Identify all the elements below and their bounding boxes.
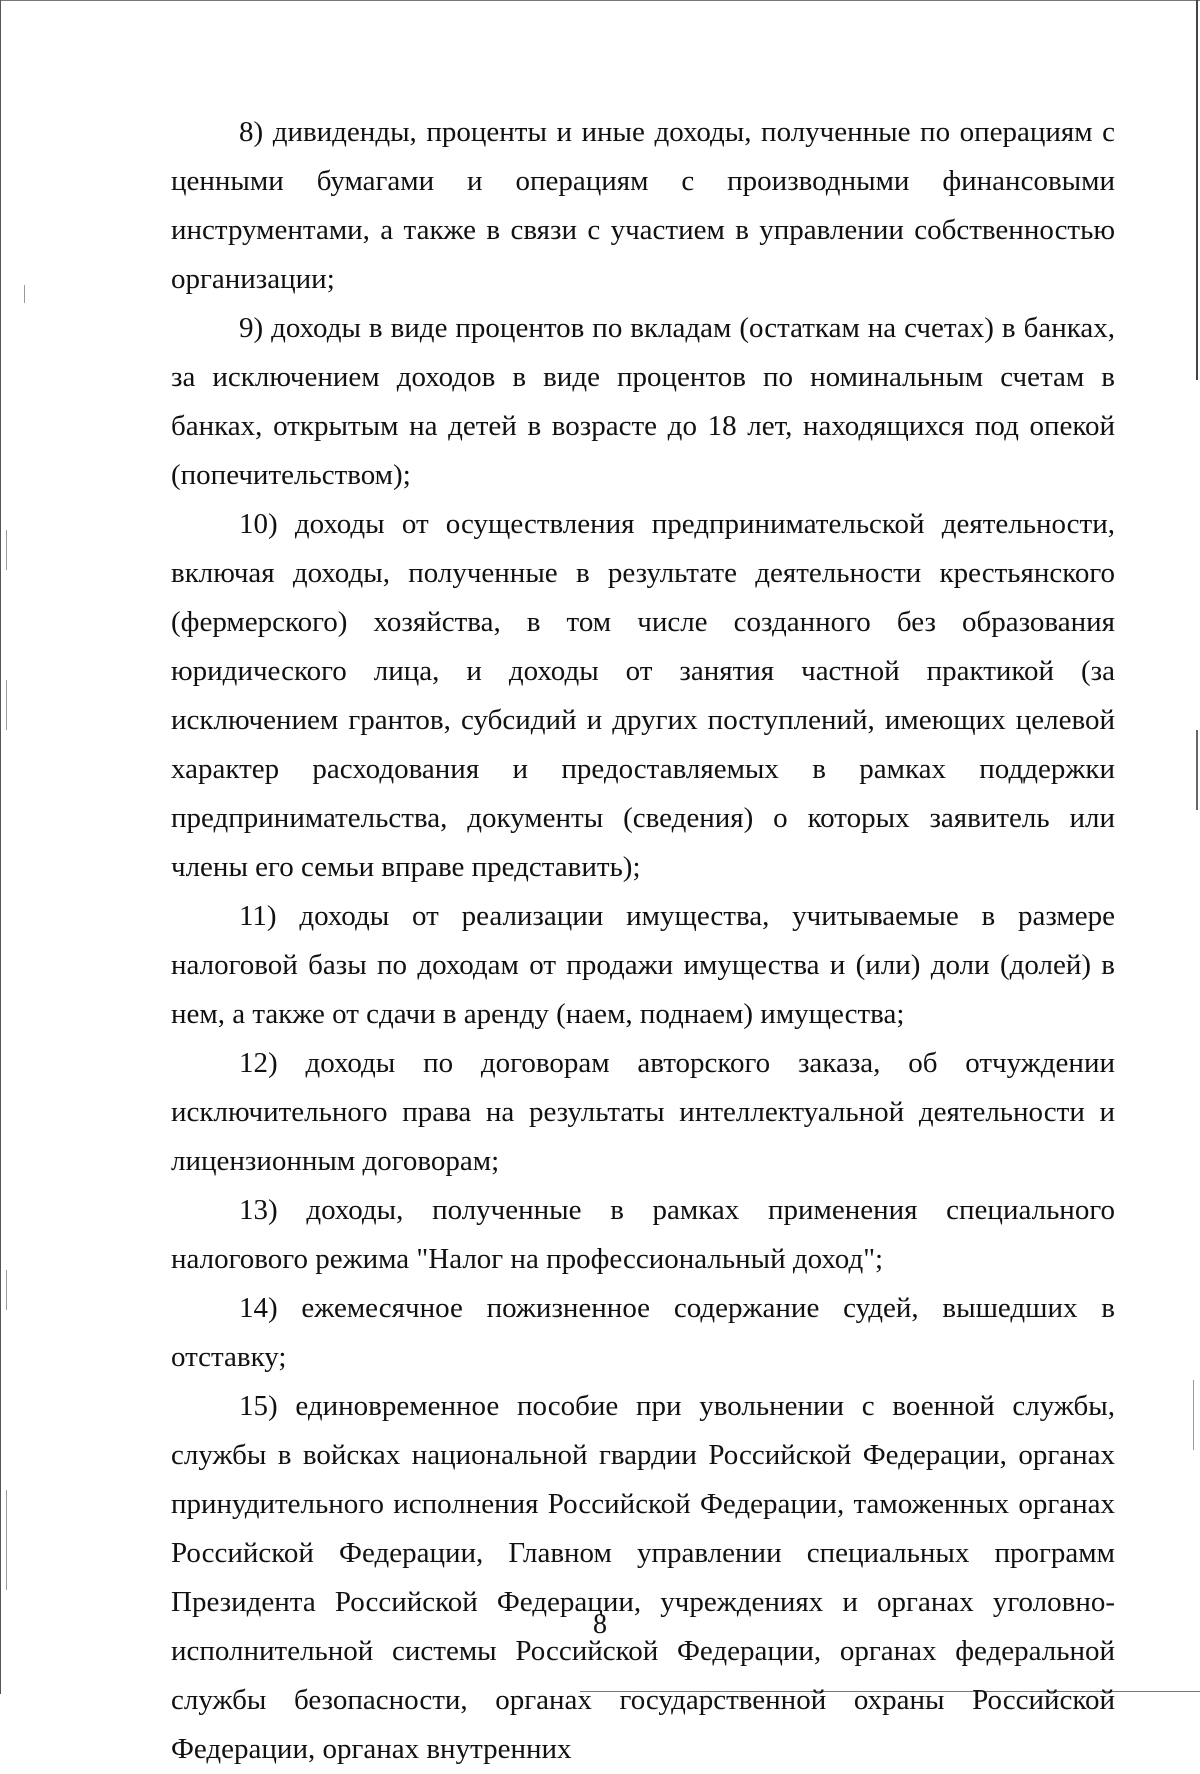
page-edge-left	[0, 0, 1, 1694]
paragraph-8: 8) дивиденды, проценты и иные доходы, полученные по операциям с ценными бумагами и операциям с производными финансовыми инструментами, а также в связи с участием в управлении собственностью организации;	[171, 116, 1115, 295]
page-edge-right-lower	[1196, 730, 1198, 810]
paragraph-11: 11) доходы от реализации имущества, учитываемые в размере налоговой базы по доходам от продажи имущества и (или) доли (долей) в нем, а также от сдачи в аренду (наем, поднаем) имущества;	[171, 900, 1115, 1030]
document-body	[171, 108, 1115, 1774]
page-edge-right	[1196, 0, 1198, 380]
scan-artifact	[6, 680, 7, 730]
page-edge-top	[0, 0, 1200, 1]
scan-artifact	[6, 1490, 7, 1590]
paragraph-10: 10) доходы от осуществления предпринимательской деятельности, включая доходы, полученные в результате деятельности крестьянского (фермерского) хозяйства, в том числе созданного без образования юридического лица, и доходы от занятия частной практикой (за исключением грантов, субсидий и других поступлений, имеющих целевой характер расходования и предоставляемых в рамках поддержки предпринимательства, документы (сведения) о которых заявитель или члены его семьи вправе представить);	[171, 508, 1115, 883]
scan-artifact	[24, 285, 25, 303]
scan-artifact	[6, 530, 7, 570]
scan-artifact	[1193, 1380, 1194, 1450]
page-number: 8	[593, 1609, 607, 1640]
paragraph-12: 12) доходы по договорам авторского заказа, об отчуждении исключительного права на результаты интеллектуальной деятельности и лицензионным договорам;	[171, 1047, 1115, 1177]
paragraph-9: 9) доходы в виде процентов по вкладам (остаткам на счетах) в банках, за исключением доходов в виде процентов по номинальным счетам в банках, открытым на детей в возрасте до 18 лет, находящихся под опекой (попечительством);	[171, 312, 1115, 491]
paragraph-14: 14) ежемесячное пожизненное содержание судей, вышедших в отставку;	[171, 1292, 1115, 1373]
paragraph-15: 15) единовременное пособие при увольнении с военной службы, службы в войсках национальной гвардии Российской Федерации, органах принудительного исполнения Российской Федерации, таможенных органах Российской Федерации, Главном управлении специальных программ Президента Российской Федерации, учреждениях и органах уголовно-исполнительной системы Российской Федерации, органах федеральной службы безопасности, органах государственной охраны Российской Федерации, органах внутренних	[171, 1390, 1115, 1765]
scan-artifact	[6, 1270, 7, 1310]
paragraph-13: 13) доходы, полученные в рамках применения специального налогового режима "Налог на профессиональный доход";	[171, 1194, 1115, 1275]
